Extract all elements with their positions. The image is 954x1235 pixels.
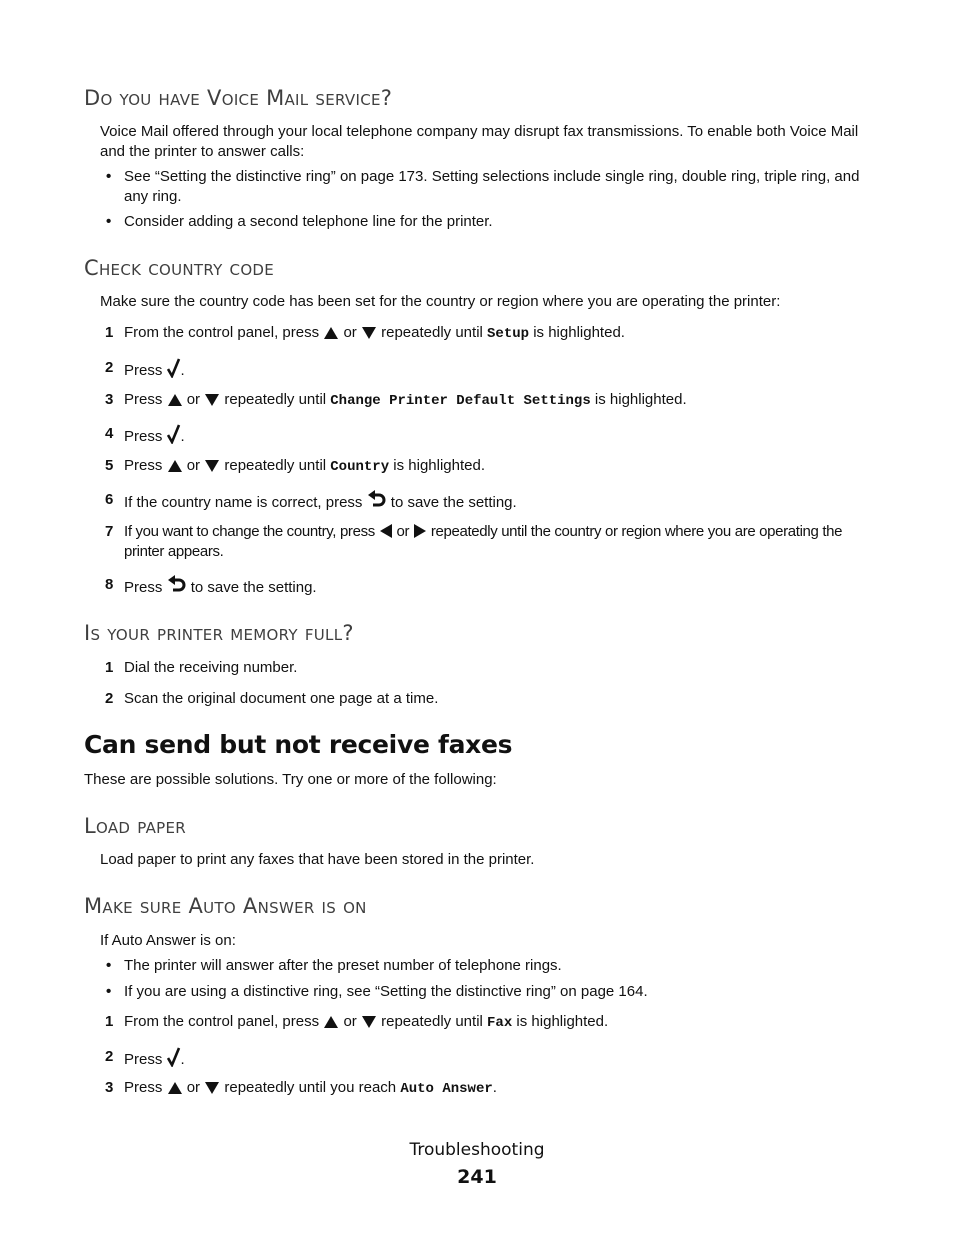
menu-code: Country	[330, 459, 390, 475]
up-arrow-icon	[323, 1015, 339, 1029]
step-text: or	[396, 523, 410, 540]
step-text: or	[343, 1013, 357, 1030]
step-text: If the country name is correct, press	[124, 494, 363, 511]
bullet-text: Consider adding a second telephone line for the printer.	[124, 213, 493, 230]
step-text: Press	[124, 362, 163, 379]
up-arrow-icon	[167, 459, 183, 473]
step	[105, 456, 875, 477]
up-arrow-icon	[167, 393, 183, 407]
step-text: to save the setting.	[190, 579, 317, 596]
step	[105, 490, 875, 513]
step-number: 1	[105, 1013, 114, 1030]
heading-auto-answer: Make sure Auto Answer is on	[84, 894, 367, 918]
step-text: repeatedly until you reach	[224, 1079, 397, 1096]
step-text: repeatedly until the country or region where you are operating the printer appears.	[124, 523, 843, 560]
step-number: 1	[105, 659, 114, 676]
step-text: Press	[124, 457, 163, 474]
step-text: or	[186, 1079, 201, 1096]
step-text: From the control panel, press	[124, 1013, 320, 1030]
heading-voice-mail: Do you have Voice Mail service?	[84, 86, 393, 110]
page-number: 241	[457, 1166, 497, 1188]
step-text: to save the setting.	[390, 494, 517, 511]
step-number: 1	[105, 324, 114, 341]
heading-check-country-code: Check country code	[84, 256, 275, 280]
step	[105, 658, 875, 678]
step	[105, 575, 875, 598]
step-text: Press	[124, 391, 163, 408]
step-number: 2	[105, 359, 114, 376]
list-item	[106, 982, 866, 1002]
step-text: or	[343, 324, 357, 341]
step-text: repeatedly until	[224, 391, 327, 408]
step-number: 6	[105, 491, 114, 508]
step	[105, 1078, 875, 1099]
step-text: .	[180, 1051, 185, 1068]
step	[105, 689, 875, 709]
step-text: Dial the receiving number.	[124, 659, 298, 676]
heading-memory-full: Is your printer memory full?	[84, 621, 354, 645]
bullet-dot: •	[106, 213, 112, 230]
step-text: Press	[124, 579, 163, 596]
step-number: 3	[105, 1079, 114, 1096]
bullet-dot: •	[106, 957, 112, 974]
back-arrow-icon	[367, 490, 387, 510]
down-arrow-icon	[204, 459, 220, 473]
step	[105, 323, 875, 344]
step-text: From the control panel, press	[124, 324, 320, 341]
back-arrow-icon	[167, 575, 187, 595]
solutions-intro: These are possible solutions. Try one or more of the following:	[84, 771, 497, 788]
checkmark-icon	[167, 424, 181, 444]
step-number: 5	[105, 457, 114, 474]
step-text: Press	[124, 1051, 163, 1068]
up-arrow-icon	[167, 1081, 183, 1095]
step	[105, 390, 875, 411]
menu-code: Change Printer Default Settings	[330, 393, 591, 409]
up-arrow-icon	[323, 326, 339, 340]
step-number: 3	[105, 391, 114, 408]
right-arrow-icon	[413, 523, 427, 539]
step-text: or	[186, 457, 201, 474]
step-text: repeatedly until	[224, 457, 327, 474]
step-text: If you want to change the country, press	[124, 523, 375, 540]
checkmark-icon	[167, 358, 181, 378]
step-text: is highlighted.	[516, 1013, 609, 1030]
step-text: is highlighted.	[594, 391, 687, 408]
step-text: Scan the original document one page at a time.	[124, 690, 439, 707]
down-arrow-icon	[361, 326, 377, 340]
step-text: .	[180, 362, 185, 379]
bullet-text: See “Setting the distinctive ring” on page 173. Setting selections include single ring, double ring, triple ring, and any ring.	[124, 168, 860, 205]
voice-mail-intro: Voice Mail offered through your local telephone company may disrupt fax transmissions. To enable both Voice Mail and the printer to answer calls:	[100, 123, 859, 160]
menu-code: Auto Answer	[400, 1081, 493, 1097]
heading-can-send-not-receive: Can send but not receive faxes	[84, 730, 513, 759]
load-paper-text: Load paper to print any faxes that have been stored in the printer.	[100, 851, 535, 868]
step-number: 7	[105, 523, 114, 540]
step-text: .	[180, 428, 185, 445]
checkmark-icon	[167, 1047, 181, 1067]
step	[105, 424, 875, 447]
auto-answer-intro: If Auto Answer is on:	[100, 932, 236, 949]
step-text: Press	[124, 1079, 163, 1096]
step-text: is highlighted.	[533, 324, 625, 341]
down-arrow-icon	[361, 1015, 377, 1029]
bullet-dot: •	[106, 983, 112, 1000]
bullet-text: The printer will answer after the preset number of telephone rings.	[124, 957, 562, 974]
step	[105, 522, 875, 562]
bullet-text: If you are using a distinctive ring, see “Setting the distinctive ring” on page 164.	[124, 983, 648, 1000]
footer-section-label: Troubleshooting	[409, 1140, 545, 1160]
list-item	[106, 956, 866, 976]
country-intro: Make sure the country code has been set for the country or region where you are operating the printer:	[100, 293, 781, 310]
list-item	[106, 167, 866, 207]
step-number: 2	[105, 1048, 114, 1065]
step-number: 4	[105, 425, 114, 442]
step-number: 2	[105, 690, 114, 707]
step-text: or	[186, 391, 201, 408]
step-text: repeatedly until	[381, 324, 483, 341]
heading-load-paper: Load paper	[84, 814, 187, 838]
step-text: .	[492, 1079, 497, 1096]
left-arrow-icon	[379, 523, 393, 539]
bullet-dot: •	[106, 168, 112, 185]
step-text: Press	[124, 428, 163, 445]
step	[105, 1012, 875, 1033]
menu-code: Setup	[487, 326, 530, 342]
step	[105, 1047, 875, 1070]
down-arrow-icon	[204, 1081, 220, 1095]
step-text: is highlighted.	[393, 457, 485, 474]
step	[105, 358, 875, 381]
menu-code: Fax	[487, 1015, 513, 1031]
step-number: 8	[105, 576, 114, 593]
down-arrow-icon	[204, 393, 220, 407]
list-item	[106, 212, 866, 232]
step-text: repeatedly until	[381, 1013, 483, 1030]
